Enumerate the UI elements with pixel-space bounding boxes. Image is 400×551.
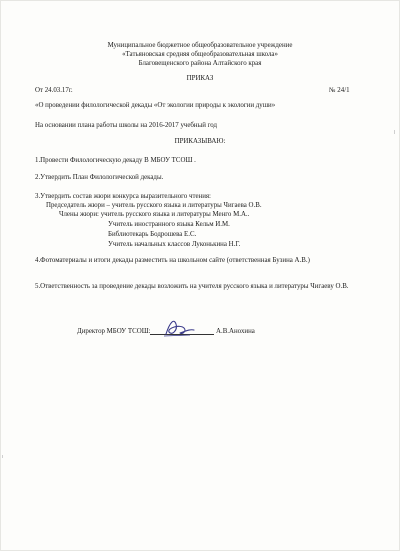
- item-5: 5.Ответственность за проведение декады возложить на учителя русского языка и литературы Чигаеву О.В.: [35, 283, 349, 290]
- jury-member-3: Библиотекарь Бодрошева Е.С.: [108, 231, 197, 238]
- jury-members: Члены жюри: учитель русского языка и литературы Менго М.А..: [59, 211, 250, 218]
- jury-member-4: Учитель начальных классов Луконькина Н.Г.: [108, 241, 241, 248]
- item-1: 1.Провести Филологическую декаду В МБОУ ТСОШ .: [35, 157, 196, 164]
- item-3: 3.Утвердить состав жюри конкурса выразительного чтения:: [35, 193, 211, 200]
- signature-position: Директор МБОУ ТСОШ:: [77, 328, 151, 335]
- header-line-2: «Татьяновская средняя общеобразовательная школа»: [122, 51, 278, 58]
- header-line-3: Благовещенского района Алтайского края: [138, 60, 262, 67]
- handwritten-signature: [160, 314, 200, 342]
- jury-chair: Председатель жюри – учитель русского языка и литературы Чигаева О.В.: [46, 202, 262, 209]
- jury-member-2: Учитель иностранного языка Кельм И.М.: [108, 221, 230, 228]
- scan-artifact: [394, 130, 395, 134]
- item-4: 4.Фотоматериалы и итоги декады разместить на школьном сайте (ответственная Бузина А.В.): [35, 257, 310, 264]
- order-number: № 24/1: [329, 87, 350, 94]
- scan-artifact: [2, 455, 3, 458]
- order-word: ПРИКАЗЫВАЮ:: [174, 138, 226, 145]
- order-title: ПРИКАЗ: [186, 75, 214, 82]
- signature-name: А.В.Анохина: [216, 328, 255, 335]
- order-subject: «О проведении филологической декады «От экологии природы к экологии души»: [35, 102, 276, 109]
- header-line-1: Муниципальное бюджетное общеобразовательное учреждение: [107, 42, 293, 49]
- item-2: 2.Утвердить План Филологической декады.: [35, 174, 164, 181]
- order-basis: На основании плана работы школы на 2016-2017 учебный год: [35, 122, 218, 129]
- order-date: От 24.03.17г.: [35, 87, 73, 94]
